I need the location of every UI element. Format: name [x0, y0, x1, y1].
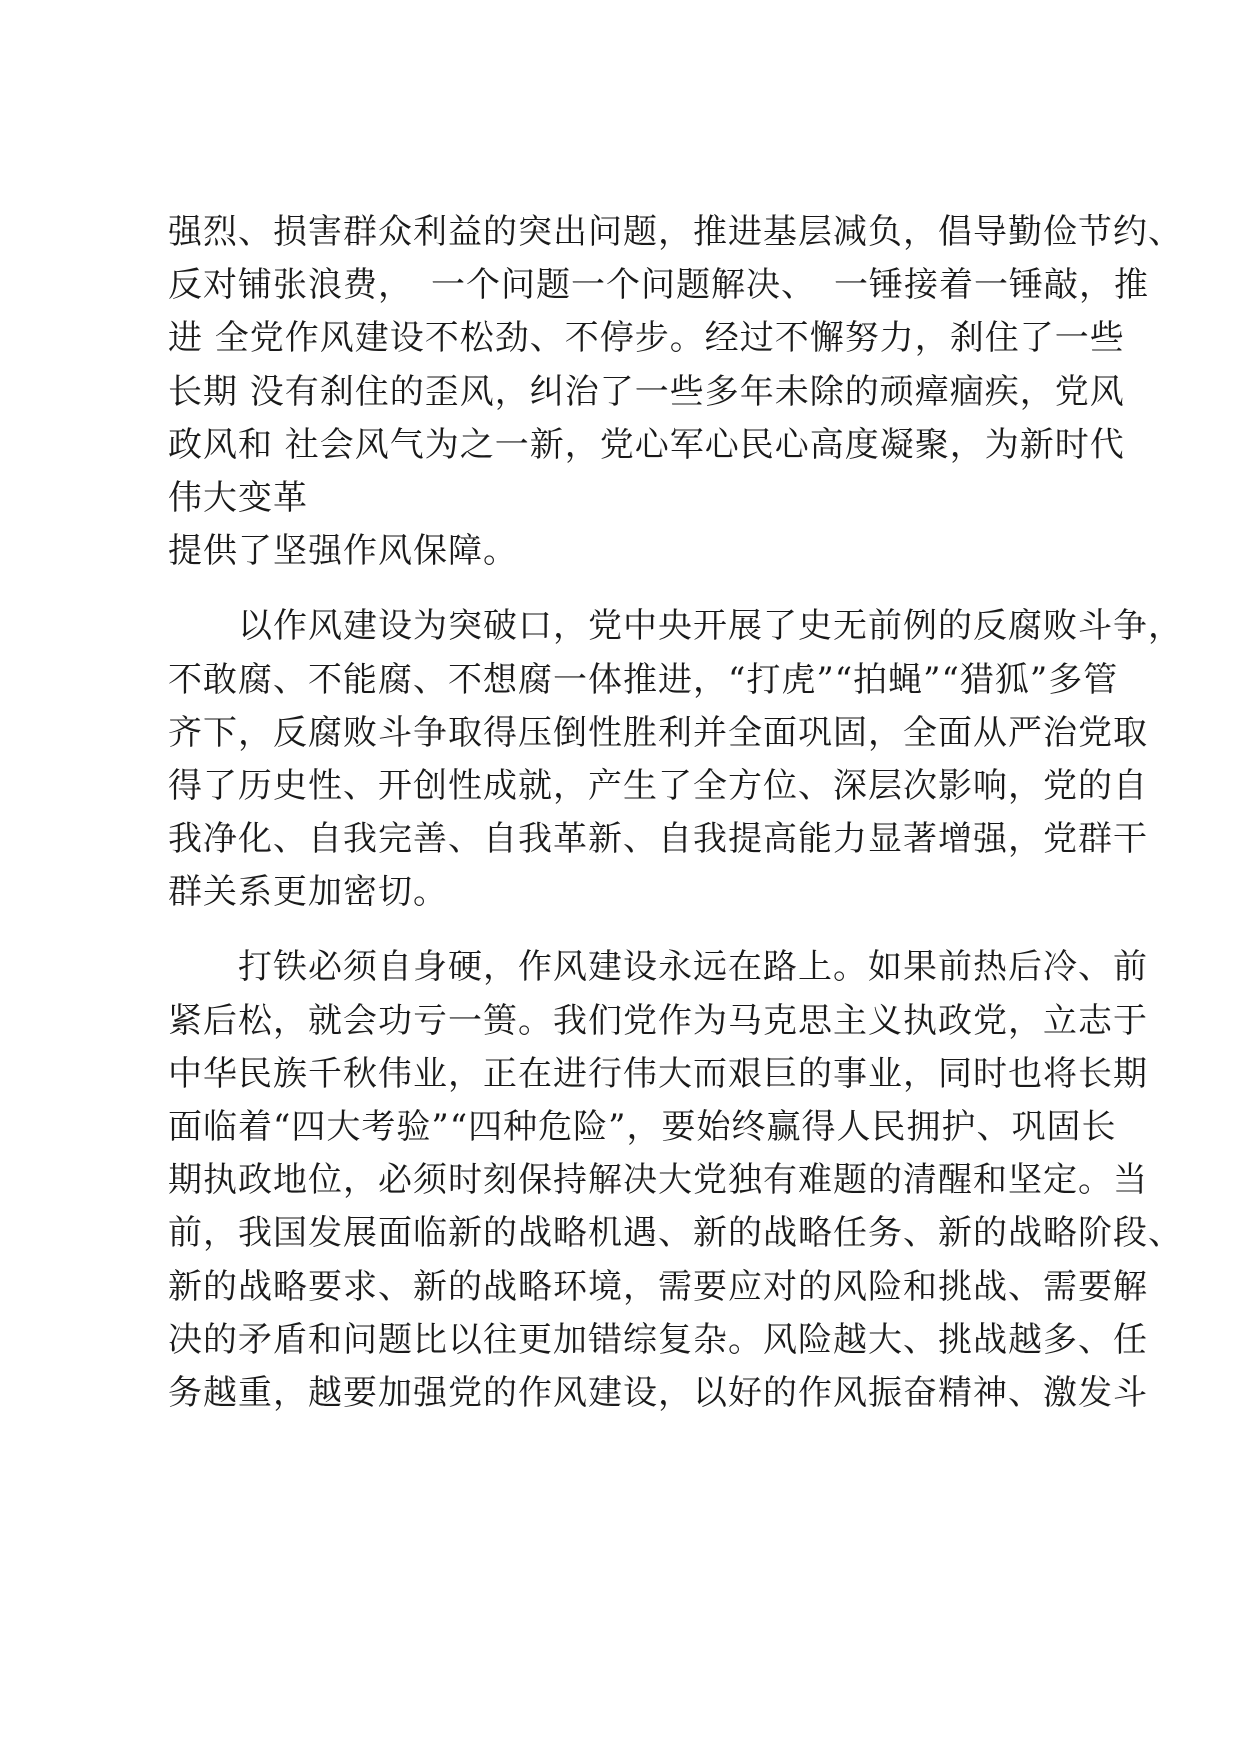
text-line: 我净化、自我完善、自我革新、自我提高能力显著增强，党群干 — [168, 819, 1148, 860]
text-line: 群关系更加密切。 — [168, 872, 448, 913]
text-line: 齐下，反腐败斗争取得压倒性胜利并全面巩固，全面从严治党取 — [168, 712, 1148, 753]
text-line: 新的战略要求、新的战略环境，需要应对的风险和挑战、需要解 — [168, 1266, 1148, 1307]
text-line: 长期 没有刹住的歪风，纠治了一些多年未除的顽瘴痼疾，党风 — [168, 371, 1125, 412]
paragraph-gap — [168, 578, 1088, 600]
text-line: 提供了坚强作风保障。 — [168, 531, 518, 572]
text-line: 以作风建设为突破口，党中央开展了史无前例的反腐败斗争， — [168, 606, 1183, 647]
body-text — [168, 206, 1183, 1420]
text-line: 伟大变革 — [168, 477, 308, 518]
paragraph-gap — [168, 919, 1088, 941]
text-line: 决的矛盾和问题比以往更加错综复杂。风险越大、挑战越多、任 — [168, 1319, 1148, 1360]
text-line: 进 全党作风建设不松劲、不停步。经过不懈努力，刹住了一些 — [168, 318, 1125, 359]
text-line: 强烈、损害群众利益的突出问题，推进基层减负，倡导勤俭节约、 — [168, 212, 1183, 252]
text-line: 期执政地位，必须时刻保持解决大党独有难题的清醒和坚定。当 — [168, 1160, 1148, 1201]
text-line: 不敢腐、不能腐、不想腐一体推进，“打虎”“拍蝇”“猎狐”多管 — [168, 659, 1119, 700]
text-line: 得了历史性、开创性成就，产生了全方位、深层次影响，党的自 — [168, 765, 1148, 806]
text-line: 面临着“四大考验”“四种危险”，要始终赢得人民拥护、巩固长 — [168, 1107, 1117, 1147]
text-line: 打铁必须自身硬，作风建设永远在路上。如果前热后冷、前 — [168, 947, 1148, 988]
text-line: 紧后松，就会功亏一篑。我们党作为马克思主义执政党，立志于 — [168, 1000, 1148, 1041]
text-line: 务越重，越要加强党的作风建设，以好的作风振奋精神、激发斗 — [168, 1372, 1148, 1413]
text-line: 政风和 社会风气为之一新，党心军心民心高度凝聚，为新时代 — [168, 424, 1125, 465]
text-line: 反对铺张浪费， 一个问题一个问题解决、 一锤接着一锤敲，推 — [168, 265, 1149, 306]
text-line: 中华民族千秋伟业，正在进行伟大而艰巨的事业，同时也将长期 — [168, 1053, 1148, 1094]
text-line: 前，我国发展面临新的战略机遇、新的战略任务、新的战略阶段、 — [168, 1213, 1183, 1254]
